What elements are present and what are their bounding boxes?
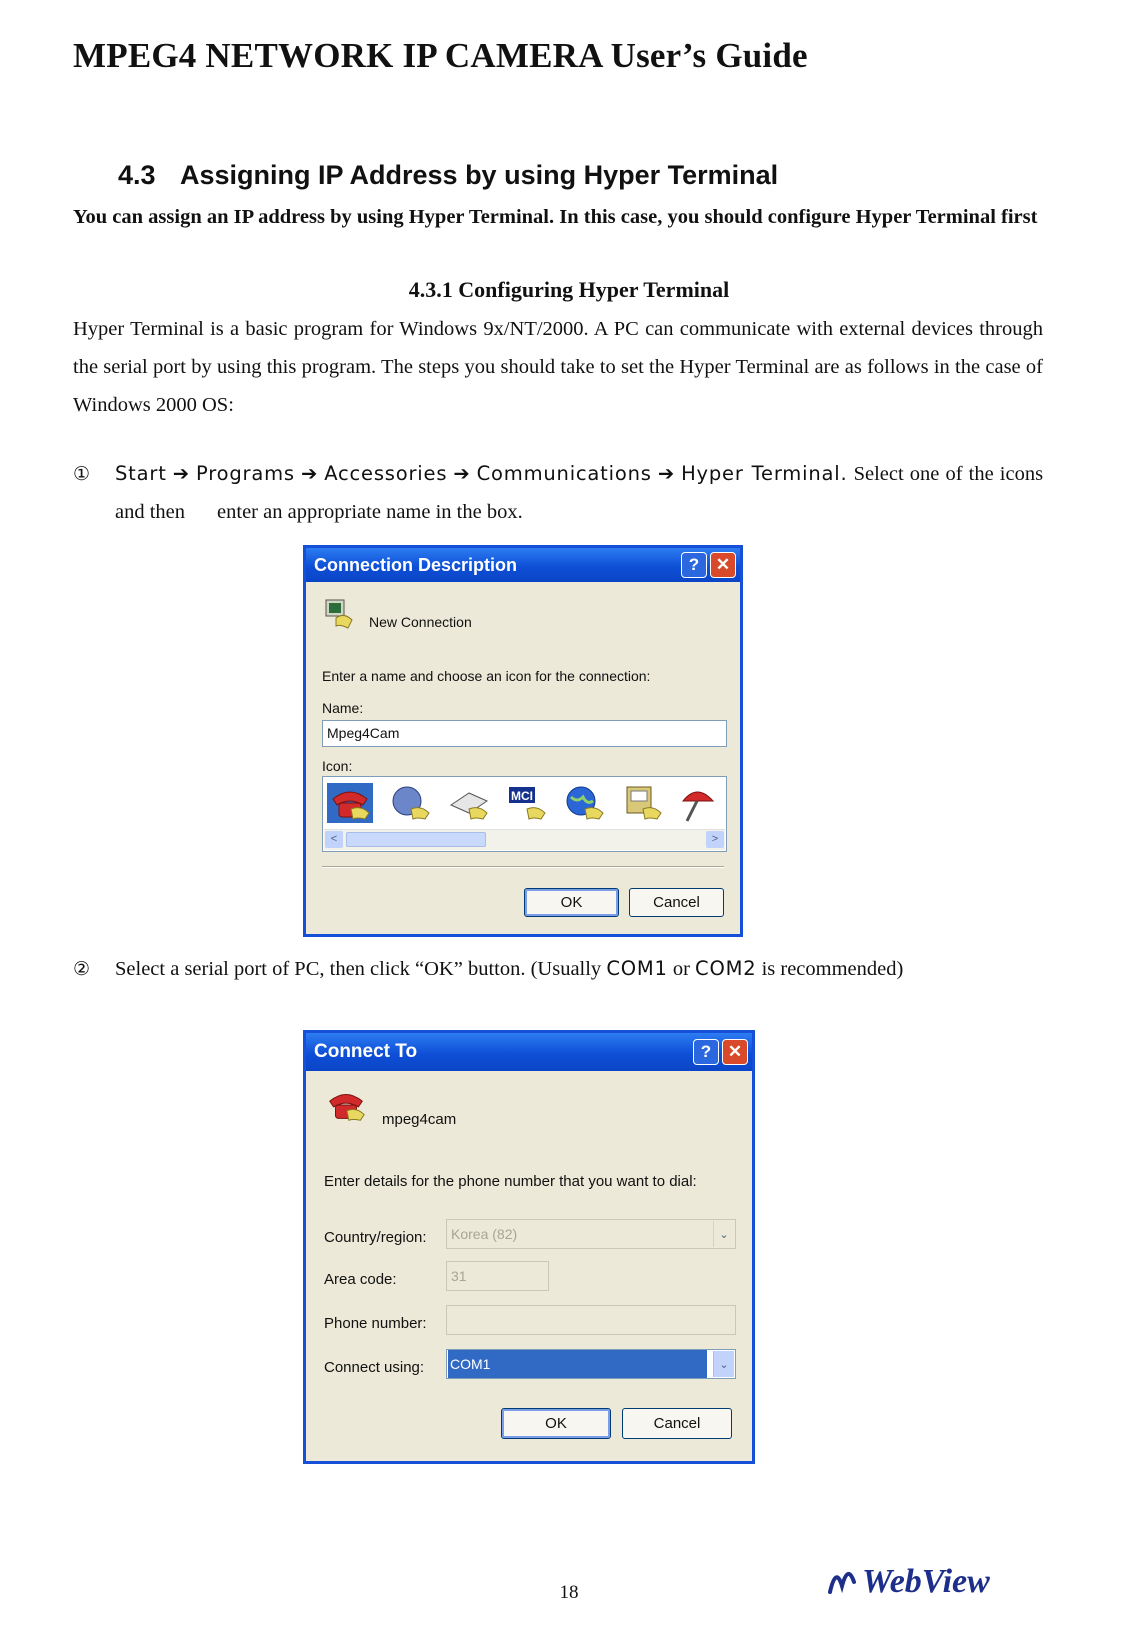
dialog-titlebar[interactable] xyxy=(306,548,740,582)
phone-icon[interactable] xyxy=(327,783,373,823)
menu-path-hyper-terminal: Hyper Terminal. xyxy=(681,462,848,485)
dialog-titlebar[interactable] xyxy=(306,1033,752,1071)
dialog-prompt: Enter details for the phone number that you want to dial: xyxy=(324,1173,697,1190)
fax-icon[interactable] xyxy=(621,783,667,823)
country-select[interactable] xyxy=(446,1219,736,1249)
step-1-text-a: Select one of the icons and then xyxy=(115,463,1044,523)
step-2-text-a: Select a serial port of PC, then click “OK” button. (Usually xyxy=(115,958,602,980)
webview-logo xyxy=(826,1556,1052,1604)
dialog-title: Connection Description xyxy=(314,555,518,575)
document-title: MPEG4 NETWORK IP CAMERA User’s Guide xyxy=(73,36,808,75)
network-globe-icon[interactable] xyxy=(563,783,609,823)
connect-using-label: Connect using: xyxy=(324,1359,425,1376)
section-number: 4.3 xyxy=(118,160,156,190)
arrow-right-icon: ➔ xyxy=(657,462,675,485)
menu-path-start: Start xyxy=(115,462,167,485)
dialog-prompt: Enter a name and choose an icon for the connection: xyxy=(322,668,651,684)
com1-text: COM1 xyxy=(606,957,668,980)
antenna-icon[interactable] xyxy=(677,783,723,823)
dialog-separator xyxy=(322,866,724,868)
menu-path-communications: Communications xyxy=(476,462,652,485)
chevron-down-icon[interactable]: ⌄ xyxy=(713,1351,734,1377)
area-code-label: Area code: xyxy=(324,1271,397,1288)
section-title: Assigning IP Address by using Hyper Terminal xyxy=(180,160,779,190)
step-2-marker: ② xyxy=(73,958,91,980)
help-button[interactable]: ? xyxy=(681,552,707,578)
help-button[interactable]: ? xyxy=(693,1039,719,1065)
section-heading xyxy=(118,160,778,191)
scroll-left-icon[interactable]: < xyxy=(325,831,343,848)
subsection-title: 4.3.1 Configuring Hyper Terminal xyxy=(408,277,730,302)
name-label: Name: xyxy=(322,700,364,716)
connect-to-dialog xyxy=(303,1030,755,1464)
step-1 xyxy=(73,455,1043,535)
subsection-body: Hyper Terminal is a basic program for Windows 9x/NT/2000. A PC can communicate with external devices through the serial port by using this program. The steps you should take to set the Hyper Terminal are as follows in the case of Windows 2000 OS: xyxy=(73,318,1043,416)
ok-button[interactable]: OK xyxy=(501,1408,611,1439)
phone-icon xyxy=(324,1085,368,1125)
dialog-title: Connect To xyxy=(314,1041,418,1062)
mci-icon[interactable] xyxy=(505,783,551,823)
cancel-button[interactable]: Cancel xyxy=(622,1408,732,1439)
connection-description-dialog xyxy=(303,545,743,937)
country-label: Country/region: xyxy=(324,1229,427,1246)
desk-phone-icon[interactable] xyxy=(447,783,493,823)
step-1-marker: ① xyxy=(73,463,91,485)
country-value: Korea (82) xyxy=(451,1226,518,1242)
icon-label: Icon: xyxy=(322,758,353,774)
com2-text: COM2 xyxy=(695,957,757,980)
phone-number-input[interactable] xyxy=(446,1305,736,1335)
page-number: 18 xyxy=(559,1582,579,1603)
logo-text: WebView xyxy=(862,1563,990,1600)
ok-button[interactable]: OK xyxy=(524,888,619,917)
section-intro: You can assign an IP address by using Hyper Terminal. In this case, you should configure Hyper Terminal first xyxy=(73,206,1038,228)
step-2-text-b: is recommended) xyxy=(761,958,904,980)
hyperterminal-icon xyxy=(322,596,358,632)
mci-label: MCI xyxy=(511,789,533,803)
scroll-thumb[interactable] xyxy=(346,832,486,847)
connection-name: New Connection xyxy=(369,614,472,630)
scroll-right-icon[interactable]: > xyxy=(706,831,724,848)
close-button[interactable]: ✕ xyxy=(722,1039,748,1065)
globe-icon[interactable] xyxy=(389,783,435,823)
arrow-right-icon: ➔ xyxy=(453,462,471,485)
cancel-button[interactable]: Cancel xyxy=(629,888,724,917)
menu-path-programs: Programs xyxy=(196,462,295,485)
or-text: or xyxy=(672,958,690,980)
phone-number-label: Phone number: xyxy=(324,1315,427,1332)
menu-path-accessories: Accessories xyxy=(324,462,448,485)
step-1-text-b: enter an appropriate name in the box. xyxy=(217,501,523,523)
icon-list[interactable] xyxy=(322,776,727,852)
chevron-down-icon[interactable]: ⌄ xyxy=(713,1221,734,1247)
name-input[interactable]: Mpeg4Cam xyxy=(322,720,727,747)
area-code-input[interactable]: 31 xyxy=(446,1261,549,1291)
connect-using-value: COM1 xyxy=(448,1350,707,1378)
arrow-right-icon: ➔ xyxy=(172,462,190,485)
icon-scrollbar[interactable] xyxy=(324,829,725,850)
arrow-right-icon: ➔ xyxy=(300,462,319,485)
close-button[interactable]: ✕ xyxy=(710,552,736,578)
connect-using-select[interactable] xyxy=(446,1349,736,1379)
connection-name: mpeg4cam xyxy=(382,1111,457,1128)
